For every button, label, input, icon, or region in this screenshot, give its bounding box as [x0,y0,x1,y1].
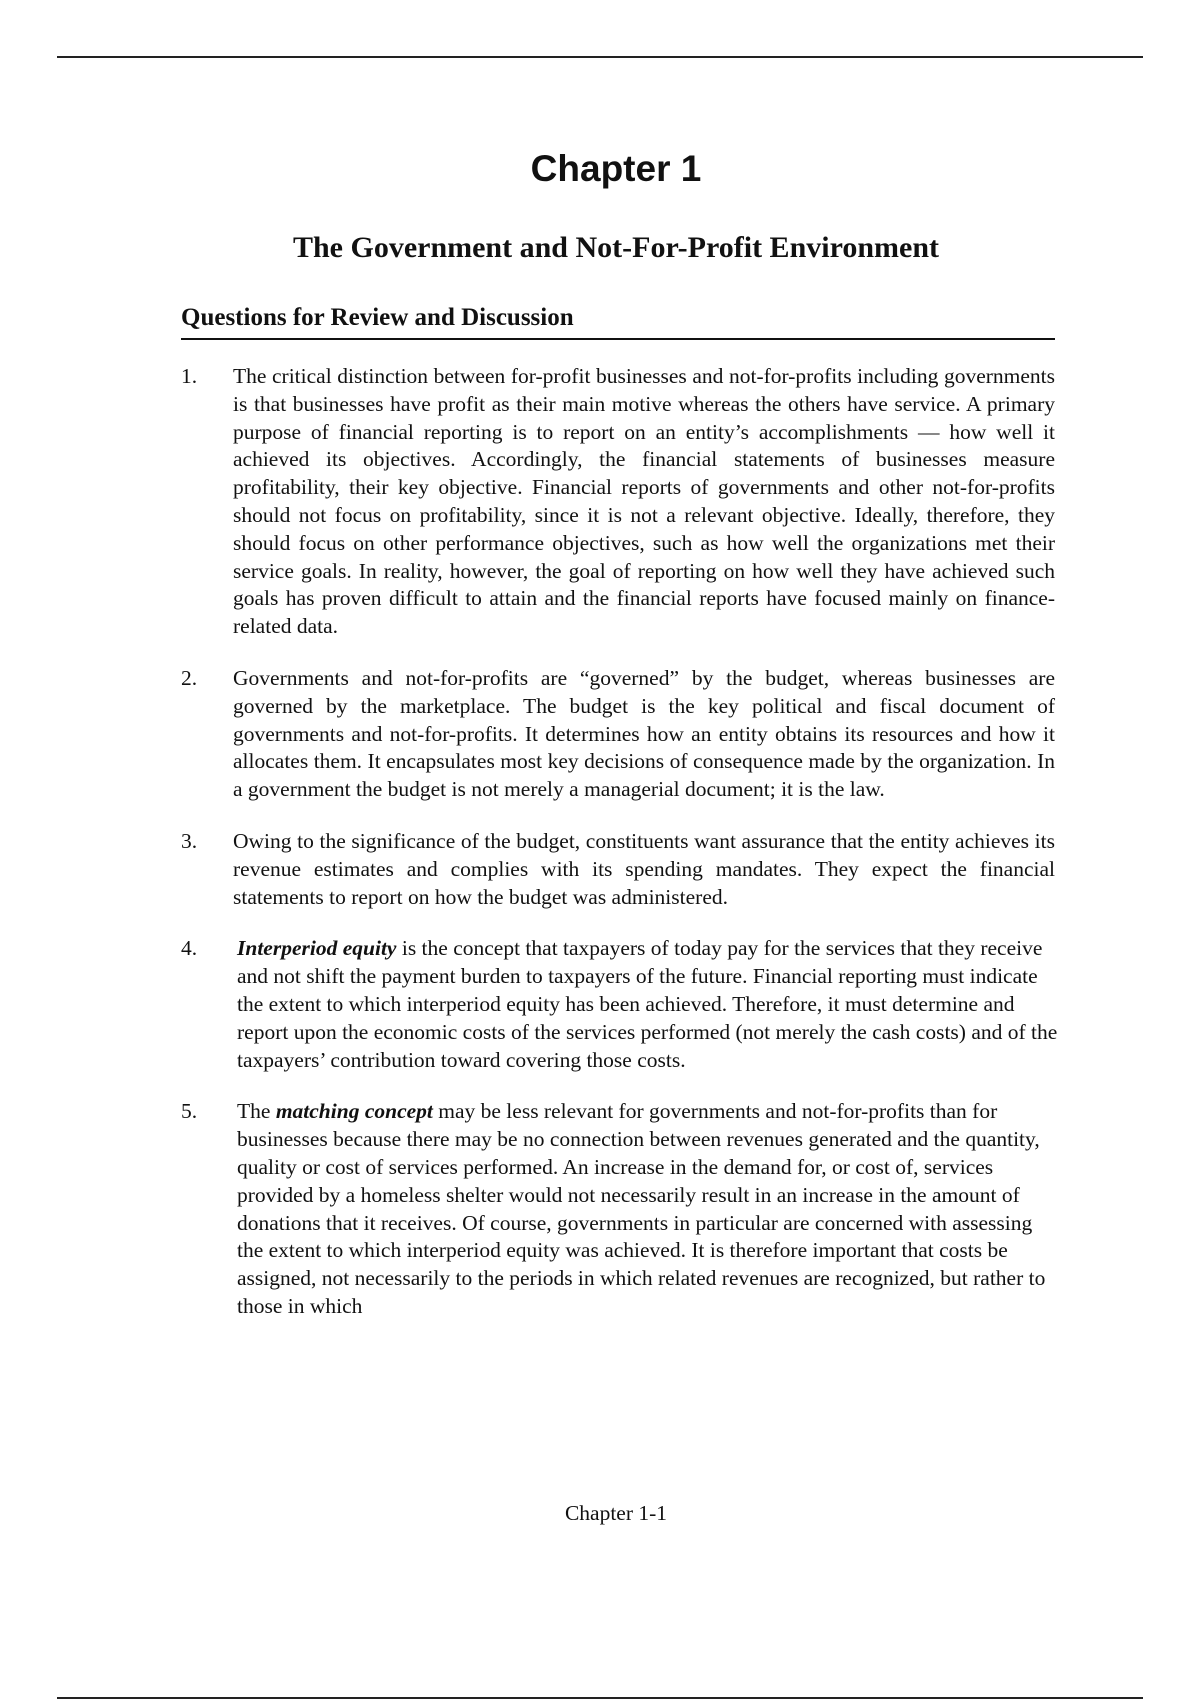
chapter-subtitle: The Government and Not-For-Profit Environment [292,231,940,264]
section-heading: Questions for Review and Discussion [181,302,1055,340]
question-item [181,363,1055,641]
key-term: matching concept [275,1099,433,1124]
question-item [181,935,1058,1074]
question-item [181,665,1055,804]
questions-list [181,363,1058,1345]
question-number: 4. [181,936,198,961]
question-number: 2. [181,665,198,690]
question-text [233,935,1063,1074]
question-text: Governments and not-for-profits are “governed” by the budget, whereas businesses are governed by the marketplace. The budget is the key political and fiscal document of governments and not-for-profits. It determines how an entity obtains its resources and how it allocates them. It encapsulates most key decisions of consequence made by the organization. In a government the budget is not merely a managerial document; it is the law. [233,665,1055,802]
question-item [181,1098,1055,1320]
chapter-title: Chapter 1 [530,148,702,189]
question-text: The critical distinction between for-profit businesses and not-for-profits including governments is that businesses have profit as their main motive whereas the others have service. A primary purpose of financial reporting is to report on an entity’s accomplishments — how well it achieved its objectives. Accordingly, the financial statements of businesses measure profitability, their key objective. Financial reports of governments and other not-for-profits should not focus on profitability, since it is not a relevant objective. Ideally, therefore, they should focus on other performance objectives, such as how well the organizations met their service goals. In reality, however, the goal of reporting on how well they have achieved such goals has proven difficult to attain and the financial reports have focused mainly on finance-related data. [233,364,1055,639]
question-text: Owing to the significance of the budget, constituents want assurance that the entity achieves its revenue estimates and complies with its spending mandates. They expect the financial statements to report on how the budget was administered. [233,828,1055,909]
top-rule [57,56,1143,58]
question-body: is the concept that taxpayers of today pay for the services that they receive and not shift the payment burden to taxpayers of the future. Financial reporting must indicate the extent to which interperiod equity has been achieved. Therefore, it must determine and report upon the economic costs of the services performed (not merely the cash costs) and of the taxpayers’ contribution toward covering those costs. [237,936,1058,1072]
question-body: may be less relevant for governments and not-for-profits than for businesses because there may be no connection between revenues generated and the quantity, quality or cost of services performed. An increase in the demand for, or cost of, services provided by a homeless shelter would not necessarily result in an increase in the amount of donations that it receives. Of course, governments in particular are concerned with assessing the extent to which interperiod equity was achieved. It is therefore important that costs be assigned, not necessarily to the periods in which related revenues are recognized, but rather to those in which [237,1099,1046,1318]
page-footer: Chapter 1-1 [564,1501,668,1525]
question-number: 1. [181,364,198,388]
question-number: 5. [181,1099,198,1124]
question-lead-in: The [237,1099,276,1124]
key-term: Interperiod equity [237,936,397,961]
question-item [181,828,1055,911]
question-number: 3. [181,828,198,853]
bottom-rule [57,1697,1143,1699]
question-text [233,1098,1063,1320]
